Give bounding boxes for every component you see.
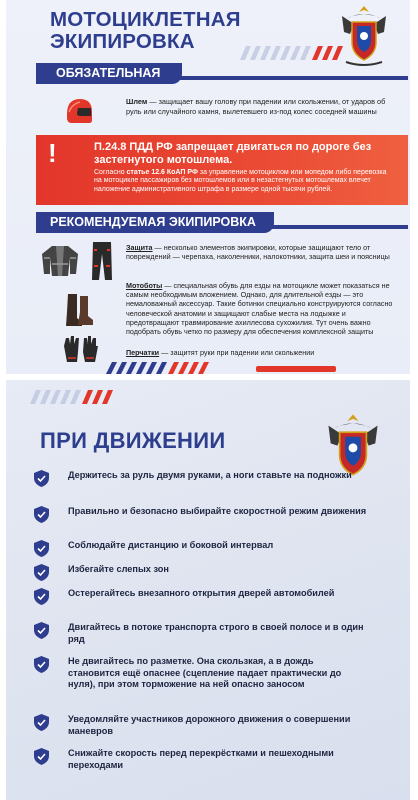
driving-title: ПРИ ДВИЖЕНИИ [40, 428, 226, 453]
decorative-stripes [240, 46, 350, 60]
shield-icon [34, 564, 49, 581]
divider [268, 225, 408, 229]
shield-icon [34, 714, 49, 731]
mandatory-header: ОБЯЗАТЕЛЬНАЯ [36, 63, 182, 84]
shield-icon [34, 506, 49, 523]
helmet-description: Шлем — защищает вашу голову при падении или скольжении, от ударов об руль или случайного камня, вылетевшего из-под колес соседней машины [126, 97, 386, 116]
recommended-header: РЕКОМЕНДУЕМАЯ ЭКИПИРОВКА [36, 212, 274, 233]
driving-panel: ПРИ ДВИЖЕНИИ Держитесь за руль двумя руками, а ноги ставьте на подножки Правильно и безопасно выбирайте скоростной режим движения Соблюдайте дистанцию и боковой интервал Избегайте слепых зон Остерегайтесь внезапного открытия дверей автомобилей Двигайтесь в потоке транспорта строго в своей полосе и в один ряд Не двигайтесь по разметке. Она скользкая, а в дождь становится ещё опаснее (сцепление падает практически до нуля), при этом торможение на ней опасно заносом Уведомляйте участников дорожного движения о совершении маневров Снижайте скорость перед перекрёстками и пешеходными переходами [6, 380, 410, 800]
protection-description: Защита — несколько элементов экипировки, которые защищают тело от повреждений — черепаха, наколенники, налокотники, защита шеи и поясницы [126, 243, 390, 262]
shield-icon [34, 622, 49, 639]
shield-icon [34, 470, 49, 487]
moto-boots-description: Мотоботы — специальная обувь для езды на мотоцикле может показаться не самым необходимым вложением. Однако, для длительной езды — это немаловажный аксессуар. Такие ботинки специально конструируются согласно человеческой анатомии и защищают слабые места на лодыжке и предотвращают травмирование ахиллесова сухожилия. Тут очень важно подобрать обувь четко по размеру для обеспечения комплексной защиты [126, 281, 393, 337]
shield-icon [34, 540, 49, 557]
equipment-title: МОТОЦИКЛЕТНАЯ ЭКИПИРОВКА [50, 8, 241, 53]
helmet-icon [64, 96, 94, 126]
boots-icon [64, 292, 94, 328]
shield-icon [34, 588, 49, 605]
jacket-icon [40, 244, 80, 278]
warning-text: Согласно статье 12.6 КоАП РФ за управление мотоциклом или мопедом либо перевозка на мотоцикле пассажиров без мотошлемов или в незастегнутых мотошлемах влечет наложение административного штрафа в размере одной тысячи рублей. [94, 169, 387, 193]
gloves-description: Перчатки — защитят руки при падении или скольжении [126, 348, 315, 357]
decorative-stripes [106, 362, 336, 374]
warning-title: П.24.8 ПДД РФ запрещает двигаться по дороге без застегнутого мотошлема. [94, 141, 372, 166]
exclamation-icon: ! [48, 138, 57, 168]
shield-icon [34, 748, 49, 765]
equipment-panel [6, 0, 410, 374]
gloves-icon [62, 334, 100, 364]
divider [176, 76, 408, 80]
trousers-icon [90, 240, 114, 282]
police-emblem-icon [338, 4, 390, 70]
decorative-stripes [30, 390, 230, 404]
shield-icon [34, 656, 49, 673]
warning-block [36, 135, 408, 205]
